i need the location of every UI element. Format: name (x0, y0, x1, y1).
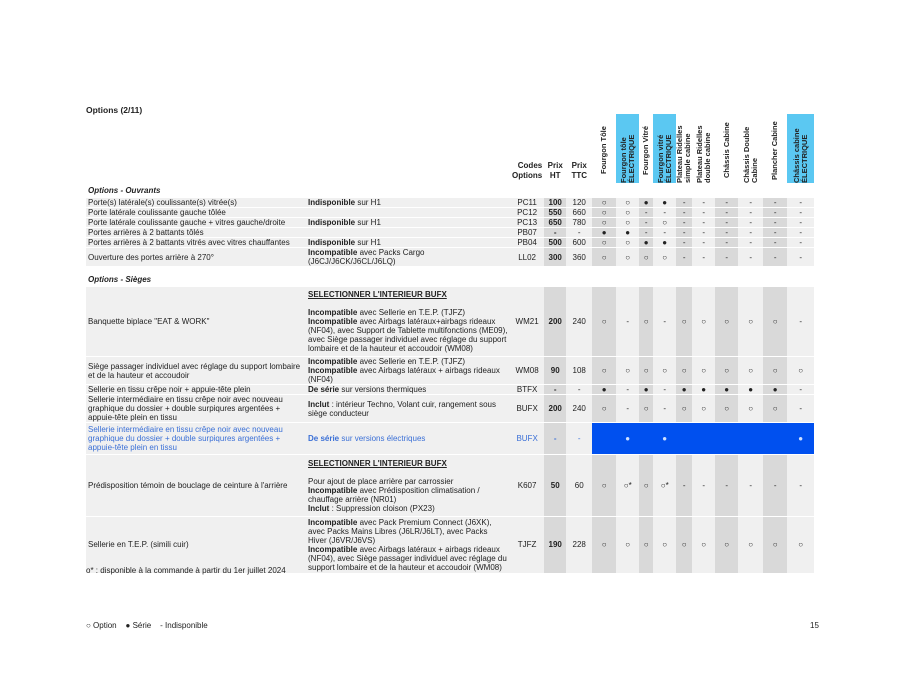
availability-cell: - (715, 198, 738, 208)
option-description (306, 455, 510, 517)
option-description (306, 248, 510, 267)
availability-cell: - (676, 455, 692, 517)
option-description (306, 287, 510, 357)
header-model-label: Plateau Ridelles simple cabine (675, 125, 693, 183)
options-table (86, 114, 814, 573)
price-ht: 650 (544, 218, 566, 228)
price-ht: 500 (544, 238, 566, 248)
header-model-label: Plateau Ridelles double cabine (694, 125, 712, 183)
availability-cell: ○ (653, 218, 676, 228)
availability-cell: ○ (639, 357, 653, 385)
availability-cell: ○ (738, 395, 763, 423)
availability-cell: - (676, 198, 692, 208)
price-ttc: 228 (566, 517, 592, 573)
availability-cell (639, 423, 653, 455)
availability-cell: ○ (715, 287, 738, 357)
desc-text: sur versions thermiques (339, 385, 427, 394)
availability-cell (763, 423, 787, 455)
header-model (616, 114, 639, 183)
table-row (86, 238, 814, 248)
availability-cell: ● (653, 423, 676, 455)
availability-cell: ○ (763, 357, 787, 385)
desc-heading: SELECTIONNER L'INTERIEUR BUFX (308, 290, 447, 299)
price-ttc: 240 (566, 287, 592, 357)
availability-cell: ○ (616, 357, 639, 385)
page-title: Options (2/11) (86, 105, 143, 115)
availability-cell: ○ (763, 287, 787, 357)
availability-cell: ○ (676, 517, 692, 573)
desc-bold: Incompatible (308, 517, 358, 527)
availability-cell: ○ (592, 395, 616, 423)
availability-cell: - (715, 248, 738, 267)
availability-cell: ● (787, 423, 814, 455)
availability-cell: - (653, 395, 676, 423)
availability-cell: - (787, 208, 814, 218)
availability-cell: - (639, 228, 653, 238)
table-row (86, 287, 814, 357)
price-ttc: - (566, 228, 592, 238)
price-ttc: 240 (566, 395, 592, 423)
desc-bold: Incompatible (308, 317, 358, 326)
availability-cell: ○ (616, 248, 639, 267)
availability-cell: ● (692, 385, 715, 395)
header-model (653, 114, 676, 183)
option-code: PB04 (510, 238, 544, 248)
desc-text: : Suppression cloison (PX23) (329, 503, 435, 513)
desc-bold: Incompatible (308, 485, 358, 495)
desc-bold: Inclut (308, 399, 330, 409)
option-code: BUFX (510, 423, 544, 455)
option-code: PB07 (510, 228, 544, 238)
availability-cell: ○ (738, 517, 763, 573)
price-ttc: 780 (566, 218, 592, 228)
price-ht: - (544, 423, 566, 455)
table-row (86, 208, 814, 218)
availability-cell: ● (738, 385, 763, 395)
availability-cell: - (787, 218, 814, 228)
option-code: PC11 (510, 198, 544, 208)
desc-bold: Incompatible (308, 357, 358, 366)
availability-cell: - (715, 238, 738, 248)
availability-cell: - (676, 228, 692, 238)
option-code: BUFX (510, 395, 544, 423)
desc-text: sur H1 (355, 198, 381, 207)
availability-cell: - (676, 208, 692, 218)
availability-cell: ○ (676, 357, 692, 385)
availability-cell: ○ (592, 218, 616, 228)
header-model-label: Fourgon tôle ÉLECTRIQUE (618, 134, 636, 183)
option-label: Siège passager individuel avec réglage du support lombaire et de la hauteur et accoudoir (86, 357, 306, 385)
availability-cell: - (653, 208, 676, 218)
table-row (86, 248, 814, 267)
footnote: o* : disponible à la commande à partir du 1er juillet 2024 (86, 566, 286, 575)
availability-cell: - (639, 218, 653, 228)
availability-cell: ○ (676, 395, 692, 423)
availability-cell: ○ (787, 517, 814, 573)
availability-cell (692, 423, 715, 455)
option-label: Porte latérale coulissante gauche + vitres gauche/droite (86, 218, 306, 228)
option-code: TJFZ (510, 517, 544, 573)
availability-cell: - (787, 455, 814, 517)
desc-text: sur H1 (355, 218, 381, 227)
availability-cell: ○ (692, 357, 715, 385)
availability-cell: ○ (592, 208, 616, 218)
availability-cell: ● (592, 385, 616, 395)
availability-cell: ○ (715, 357, 738, 385)
availability-cell: ○ (692, 395, 715, 423)
availability-cell: - (738, 218, 763, 228)
availability-cell: ○ (592, 287, 616, 357)
option-description (306, 357, 510, 385)
availability-cell: ○* (616, 455, 639, 517)
availability-cell: - (763, 218, 787, 228)
price-ht: 200 (544, 395, 566, 423)
availability-cell: ○ (653, 517, 676, 573)
header-model (715, 114, 738, 183)
price-ht: 50 (544, 455, 566, 517)
availability-cell: ● (715, 385, 738, 395)
header-spacer (86, 114, 306, 183)
availability-cell: - (787, 248, 814, 267)
header-model-label: Plancher Cabine (770, 121, 780, 180)
price-ht: - (544, 385, 566, 395)
option-label: Sellerie intermédiaire en tissu crêpe noir avec nouveau graphique du dossier + double surpiqures argentées + appuie-tête plein en tissu (86, 423, 306, 455)
header-model-label: Châssis Cabine (721, 122, 731, 179)
desc-text: : intérieur Techno, Volant cuir, rangement sous siège conducteur (308, 399, 496, 418)
table-row (86, 228, 814, 238)
option-description (306, 198, 510, 208)
availability-cell (738, 423, 763, 455)
desc-bold: Indisponible (308, 218, 356, 227)
desc-text: sur versions électriques (339, 434, 426, 443)
option-label: Porte(s) latérale(s) coulissante(s) vitrée(s) (86, 198, 306, 208)
price-ht: - (544, 228, 566, 238)
availability-cell: ○ (738, 287, 763, 357)
availability-cell: - (738, 238, 763, 248)
availability-cell: ○ (592, 198, 616, 208)
availability-cell: ● (653, 198, 676, 208)
availability-cell: ○ (616, 517, 639, 573)
availability-cell: - (763, 455, 787, 517)
availability-cell: ● (763, 385, 787, 395)
availability-cell: ○ (738, 357, 763, 385)
availability-cell (676, 423, 692, 455)
option-label: Sellerie en T.E.P. (simili cuir) (86, 517, 306, 573)
availability-cell: ○ (787, 357, 814, 385)
availability-cell: - (763, 238, 787, 248)
availability-cell: - (653, 385, 676, 395)
availability-cell: ○ (763, 395, 787, 423)
availability-cell: - (715, 208, 738, 218)
table-row (86, 455, 814, 517)
header-model (738, 114, 763, 183)
option-label: Prédisposition témoin de bouclage de ceinture à l'arrière (86, 455, 306, 517)
table-row (86, 198, 814, 208)
availability-cell: - (676, 218, 692, 228)
header-model (787, 114, 814, 183)
availability-cell: ○* (653, 455, 676, 517)
availability-cell: ○ (592, 517, 616, 573)
table-row (86, 218, 814, 228)
availability-cell: ○ (692, 517, 715, 573)
desc-text: avec Airbags latéraux + airbags rideaux (NF04) (308, 366, 500, 384)
availability-cell: - (692, 455, 715, 517)
availability-cell: ● (676, 385, 692, 395)
option-description (306, 208, 510, 218)
availability-cell: ○ (763, 517, 787, 573)
option-description (306, 385, 510, 395)
availability-cell: ● (639, 385, 653, 395)
availability-cell: - (738, 208, 763, 218)
availability-cell: - (738, 198, 763, 208)
availability-cell: ○ (592, 357, 616, 385)
option-label: Ouverture des portes arrière à 270° (86, 248, 306, 267)
desc-text: avec Prédisposition climatisation / chauffage arrière (NR01) (308, 485, 480, 504)
price-ht: 90 (544, 357, 566, 385)
section-title: Options - Ouvrants (88, 185, 161, 195)
availability-cell: ○ (692, 287, 715, 357)
availability-cell: - (692, 248, 715, 267)
availability-cell: ○ (639, 455, 653, 517)
option-description (306, 228, 510, 238)
option-description (306, 238, 510, 248)
header-model (592, 114, 616, 183)
option-label: Banquette biplace "EAT & WORK" (86, 287, 306, 357)
availability-cell: - (715, 455, 738, 517)
table-row (86, 385, 814, 395)
availability-cell: ● (592, 228, 616, 238)
availability-cell: ○ (639, 248, 653, 267)
desc-heading: SELECTIONNER L'INTERIEUR BUFX (308, 458, 447, 468)
availability-cell: - (715, 218, 738, 228)
desc-bold: De série (308, 385, 340, 394)
availability-cell: ○ (639, 517, 653, 573)
availability-cell: - (787, 385, 814, 395)
availability-cell: ○ (653, 248, 676, 267)
availability-cell: ● (616, 423, 639, 455)
option-code: WM08 (510, 357, 544, 385)
availability-cell: - (653, 287, 676, 357)
price-ht: 200 (544, 287, 566, 357)
availability-cell: - (715, 228, 738, 238)
price-ttc: 660 (566, 208, 592, 218)
header-model (676, 114, 692, 183)
price-ht: 550 (544, 208, 566, 218)
price-ttc: 60 (566, 455, 592, 517)
table-row (86, 395, 814, 423)
availability-cell: ○ (676, 287, 692, 357)
availability-cell: - (763, 198, 787, 208)
price-ht: 190 (544, 517, 566, 573)
availability-cell: ○ (715, 517, 738, 573)
availability-cell: - (653, 228, 676, 238)
availability-cell: ○ (592, 455, 616, 517)
availability-cell: - (676, 238, 692, 248)
price-ttc: - (566, 423, 592, 455)
header-model-label: Fourgon vitré ÉLECTRIQUE (655, 134, 673, 183)
availability-cell: - (616, 385, 639, 395)
availability-cell: ○ (639, 395, 653, 423)
price-ttc: - (566, 385, 592, 395)
option-label: Sellerie en tissu crêpe noir + appuie-tête plein (86, 385, 306, 395)
availability-cell: - (787, 228, 814, 238)
option-label: Sellerie intermédiaire en tissu crêpe noir avec nouveau graphique du dossier + double surpiqures argentées + appuie-tête plein en tissu (86, 395, 306, 423)
availability-cell: ○ (639, 287, 653, 357)
desc-bold: Incompatible (308, 544, 358, 554)
availability-cell: - (787, 287, 814, 357)
desc-bold: Indisponible (308, 198, 356, 207)
header-model-label: Fourgon Vitré (641, 125, 651, 176)
header-model (639, 114, 653, 183)
availability-cell: - (787, 198, 814, 208)
option-description (306, 218, 510, 228)
option-description (306, 517, 510, 573)
price-ttc: 120 (566, 198, 592, 208)
price-ht: 300 (544, 248, 566, 267)
option-code: K607 (510, 455, 544, 517)
availability-cell (592, 423, 616, 455)
availability-cell: - (639, 208, 653, 218)
desc-bold: Incompatible (308, 308, 358, 317)
availability-cell: - (763, 248, 787, 267)
availability-cell: - (787, 395, 814, 423)
option-label: Porte latérale coulissante gauche tôlée (86, 208, 306, 218)
desc-text: avec Airbags latéraux+airbags rideaux (NF04), avec Support de Tablette multifonctions (ME09), avec Siège passager individuel avec réglage du support lombaire et de la hauteur et accoudoir (WM08) (308, 317, 508, 353)
desc-bold: Indisponible (308, 238, 356, 247)
availability-cell: - (616, 287, 639, 357)
option-description (306, 423, 510, 455)
desc-text: avec Airbags latéraux + airbags rideaux (NF04), avec Siège passager individuel avec réglage du support lombaire et de la hauteur et accoudoir (WM08) (308, 544, 507, 572)
section-title: Options - Sièges (88, 274, 152, 284)
availability-cell: - (787, 238, 814, 248)
desc-bold: Incompatible (308, 248, 358, 257)
header-model-label: Fourgon Tôle (599, 126, 609, 175)
availability-cell: - (738, 228, 763, 238)
price-ttc: 360 (566, 248, 592, 267)
option-code: PC12 (510, 208, 544, 218)
desc-bold: Incompatible (308, 366, 358, 375)
availability-cell: ○ (616, 198, 639, 208)
availability-cell: ○ (592, 248, 616, 267)
desc-text: avec Pack Premium Connect (J6XK), avec Packs Mains Libres (J6LR/J6LT), avec Packs Hiver (J6VR/J6VS) (308, 517, 492, 545)
availability-cell: ○ (653, 357, 676, 385)
availability-cell: - (692, 218, 715, 228)
availability-cell: ○ (616, 238, 639, 248)
header-spacer (306, 114, 510, 183)
header-model (692, 114, 715, 183)
desc-text: avec Sellerie en T.E.P. (TJFZ) (357, 308, 466, 317)
price-ttc: 600 (566, 238, 592, 248)
availability-cell: - (692, 228, 715, 238)
table-row (86, 357, 814, 385)
header-model (763, 114, 787, 183)
availability-cell: - (616, 395, 639, 423)
desc-bold: De série (308, 434, 340, 443)
header-model-label: Châssis cabine ÉLECTRIQUE (791, 128, 809, 183)
header-codes: Codes Options (512, 161, 543, 180)
header-model-label: Châssis Double Cabine (741, 126, 759, 183)
table-row (86, 517, 814, 573)
availability-cell: ○ (616, 218, 639, 228)
availability-cell: ● (639, 198, 653, 208)
desc-text: avec Packs Cargo (J6CJ/J6CK/J6CL/J6LQ) (308, 248, 425, 266)
availability-cell: - (692, 238, 715, 248)
desc-text: avec Sellerie en T.E.P. (TJFZ) (357, 357, 466, 366)
availability-cell: - (692, 208, 715, 218)
availability-cell: ○ (715, 395, 738, 423)
availability-cell: ● (639, 238, 653, 248)
desc-text: Pour ajout de place arrière par carrossier (308, 476, 454, 486)
availability-cell: ○ (616, 208, 639, 218)
availability-cell: - (763, 208, 787, 218)
table-row (86, 423, 814, 455)
option-code: BTFX (510, 385, 544, 395)
desc-bold: Inclut (308, 503, 330, 513)
availability-cell: - (676, 248, 692, 267)
option-label: Portes arrières à 2 battants tôlés (86, 228, 306, 238)
availability-cell: ● (653, 238, 676, 248)
option-code: PC13 (510, 218, 544, 228)
price-ttc: 108 (566, 357, 592, 385)
availability-cell: ○ (592, 238, 616, 248)
page-number: 15 (810, 621, 819, 630)
availability-cell: ● (616, 228, 639, 238)
option-label: Portes arrières à 2 battants vitrés avec vitres chauffantes (86, 238, 306, 248)
header-prix-ttc: Prix TTC (571, 161, 587, 180)
availability-cell: - (738, 455, 763, 517)
legend: ○ Option ● Série - Indisponible (86, 621, 208, 630)
header-prix-ht: Prix HT (547, 161, 563, 180)
availability-cell: - (763, 228, 787, 238)
option-code: WM21 (510, 287, 544, 357)
price-ht: 100 (544, 198, 566, 208)
desc-text: sur H1 (355, 238, 381, 247)
option-code: LL02 (510, 248, 544, 267)
availability-cell (715, 423, 738, 455)
option-description (306, 395, 510, 423)
availability-cell: - (738, 248, 763, 267)
availability-cell: - (692, 198, 715, 208)
